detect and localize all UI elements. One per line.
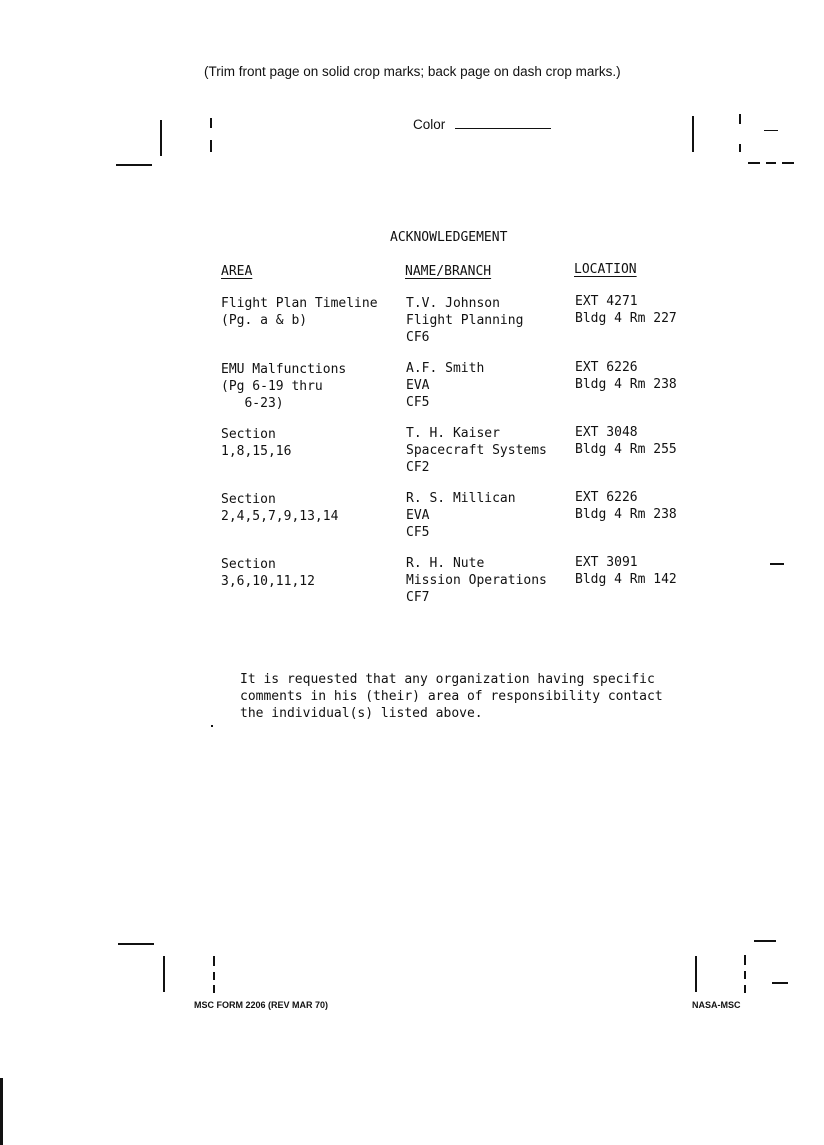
location-cell: EXT 4271 Bldg 4 Rm 227 xyxy=(575,294,677,326)
crop-mark-solid-v xyxy=(695,956,697,992)
crop-mark-dash-v xyxy=(210,118,212,128)
scan-edge xyxy=(0,1078,3,1145)
column-header-name: NAME/BRANCH xyxy=(405,264,492,279)
crop-mark-dash-v xyxy=(213,956,215,966)
scan-speck xyxy=(211,725,213,727)
page-title: ACKNOWLEDGEMENT xyxy=(390,230,508,245)
area-cell: EMU Malfunctions (Pg 6-19 thru 6-23) xyxy=(221,362,347,411)
request-note: It is requested that any organization having specific comments in his (their) area of responsibility contact the individual(s) listed above. xyxy=(240,672,663,721)
crop-mark-solid-v xyxy=(163,956,165,992)
color-label: Color xyxy=(413,117,446,132)
name-cell: A.F. Smith EVA CF5 xyxy=(406,361,485,410)
crop-mark-solid-v xyxy=(692,116,694,152)
column-header-area: AREA xyxy=(221,264,253,279)
location-cell: EXT 6226 Bldg 4 Rm 238 xyxy=(575,490,677,522)
crop-mark-dash-v xyxy=(744,971,746,979)
name-cell: T.V. Johnson Flight Planning CF6 xyxy=(406,296,524,345)
area-cell: Section 2,4,5,7,9,13,14 xyxy=(221,492,339,524)
crop-mark-dash-v xyxy=(739,114,741,124)
area-cell: Section 3,6,10,11,12 xyxy=(221,557,315,589)
area-cell: Section 1,8,15,16 xyxy=(221,427,292,459)
crop-mark-solid-h xyxy=(118,943,154,945)
scan-speck xyxy=(772,982,788,984)
crop-mark-dash-h xyxy=(754,940,776,942)
column-header-location: LOCATION xyxy=(574,262,637,277)
name-cell: R. S. Millican EVA CF5 xyxy=(406,491,516,540)
crop-mark-dash-v xyxy=(213,972,215,980)
location-cell: EXT 3091 Bldg 4 Rm 142 xyxy=(575,555,677,587)
crop-mark-dash-h xyxy=(766,162,776,164)
crop-mark-dash-h xyxy=(782,162,794,164)
name-cell: R. H. Nute Mission Operations CF7 xyxy=(406,556,547,605)
area-cell: Flight Plan Timeline (Pg. a & b) xyxy=(221,296,378,328)
color-field-line xyxy=(455,128,551,129)
location-cell: EXT 3048 Bldg 4 Rm 255 xyxy=(575,425,677,457)
crop-mark-dash-v xyxy=(739,144,741,152)
scan-speck xyxy=(770,563,784,565)
form-identifier: MSC FORM 2206 (REV MAR 70) xyxy=(194,1000,329,1010)
name-cell: T. H. Kaiser Spacecraft Systems CF2 xyxy=(406,426,547,475)
crop-mark-dash-h xyxy=(748,162,760,164)
location-cell: EXT 6226 Bldg 4 Rm 238 xyxy=(575,360,677,392)
crop-mark-dash-v xyxy=(210,140,212,152)
crop-mark-dash-v xyxy=(744,955,746,965)
crop-mark-dash-v xyxy=(744,985,746,993)
crop-mark-dash-v xyxy=(213,985,215,993)
scan-speck xyxy=(764,130,778,131)
agency-label: NASA-MSC xyxy=(692,1000,741,1010)
crop-mark-solid-h xyxy=(116,164,152,166)
trim-instructions: (Trim front page on solid crop marks; back page on dash crop marks.) xyxy=(204,64,621,79)
crop-mark-solid-v xyxy=(160,120,162,156)
